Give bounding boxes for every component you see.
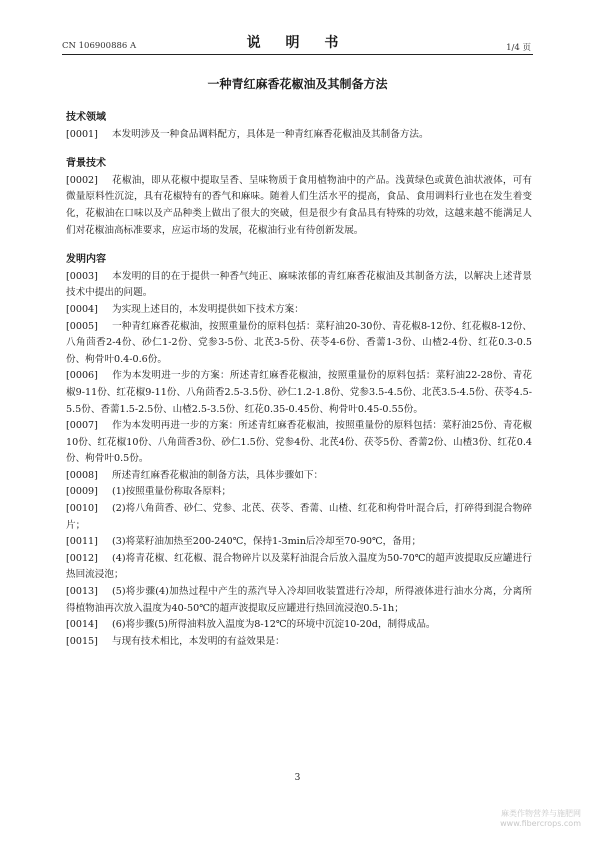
paragraph [66,468,532,485]
paragraph-number: [0015] [66,635,98,647]
watermark [500,808,581,828]
watermark-line2: www.fibercrops.com [500,819,581,828]
paragraph [66,173,532,239]
paragraph [66,634,532,651]
paragraph-text: 本发明的目的在于提供一种香气纯正、麻味浓郁的青红麻香花椒油及其制备方法，以解决上述背景技术中提出的问题。 [66,270,532,299]
paragraph-number: [0006] [66,370,98,382]
paragraph-number: [0008] [66,469,98,481]
paragraph-number: [0012] [66,552,98,564]
watermark-line1: 麻类作物营养与施肥网 [501,809,581,818]
paragraph-text: 花椒油，即从花椒中提取呈香、呈味物质于食用植物油中的产品。浅黄绿色或黄色油状液体，可有微量原料性沉淀，具有花椒特有的香气和麻味。随着人们生活水平的提高，食品、食用调料行业也在发生着变化，花椒油在口味以及产品种类上做出了很大的突破，但是很少有食品具有特殊的功效，这越来越不能满足人们对花椒油高标准要求，应运市场的发展，花椒油行业有待创新发展。 [66,174,532,236]
paragraph [66,418,532,468]
paragraph-number: [0005] [66,320,98,332]
header-pub-number: CN 106900886 A [62,41,137,51]
paragraph-number: [0004] [66,303,98,315]
paragraph [66,269,532,302]
paragraph [66,302,532,319]
section-heading: 发明内容 [66,254,106,266]
page-number: 3 [294,773,301,783]
paragraph-text: (6)将步骤(5)所得油料放入温度为8-12℃的环境中沉淀10-20d，制得成品。 [112,619,436,631]
paragraph-text: 一种青红麻香花椒油，按照重量份的原料包括：菜籽油20-30份、青花椒8-12份、红花椒8-12份、八角茴香2-4份、砂仁1-2份、党参3-5份、北芪3-5份、茯苓4-6份、香薷1-3份、山楂2-4份、红花0.3-0.5份、枸骨叶0.4-0.6份。 [66,320,532,365]
header-page-info: 1/4 页 [506,43,531,53]
paragraph [66,484,532,501]
paragraph-number: [0014] [66,619,98,631]
paragraph [66,617,532,634]
header-rule [62,54,533,55]
paragraph-text: (1)按照重量份称取各原料； [112,486,232,498]
paragraph [66,368,532,418]
paragraph-text: (2)将八角茴香、砂仁、党参、北芪、茯苓、香薷、山楂、红花和枸骨叶混合后，打碎得到混合物碎片； [66,503,532,531]
paragraph [66,534,532,551]
paragraph [66,319,532,369]
paragraph [66,127,532,144]
document-title: 一种青红麻香花椒油及其制备方法 [207,77,388,91]
section-heading: 背景技术 [66,158,106,170]
paragraph-text: 与现有技术相比，本发明的有益效果是： [112,635,285,647]
paragraph-number: [0011] [66,536,98,548]
paragraph-number: [0007] [66,420,98,432]
paragraph-number: [0001] [66,128,98,140]
paragraph-number: [0013] [66,586,98,598]
paragraph-text: 为实现上述目的，本发明提供如下技术方案： [112,303,304,315]
paragraph-number: [0002] [66,174,98,186]
paragraph-text: (3)将菜籽油加热至200-240℃，保持1-3min后冷却至70-90℃，备用； [112,536,422,548]
paragraph-text: 本发明涉及一种食品调料配方，具体是一种青红麻香花椒油及其制备方法。 [112,128,429,140]
paragraph-text: 作为本发明再进一步的方案：所述青红麻香花椒油，按照重量份的原料包括：菜籽油25份、青花椒10份、红花椒10份、八角茴香3份、砂仁1.5份、党参4份、北芪4份、茯苓5份、香薷2份、山楂3份、红花0.4份、枸骨叶0.5份。 [66,420,532,465]
paragraph-number: [0009] [66,486,98,498]
document-body [66,110,532,650]
paragraph-number: [0003] [66,270,98,282]
section-heading: 技术领域 [66,112,106,123]
header-doc-type: 说 明 书 [246,35,349,51]
paragraph-number: [0010] [66,503,98,515]
paragraph [66,584,532,617]
paragraph-text: 所述青红麻香花椒油的制备方法，具体步骤如下： [112,469,324,481]
paragraph-text: 作为本发明进一步的方案：所述青红麻香花椒油，按照重量份的原料包括：菜籽油22-28份、青花椒9-11份、红花椒9-11份、八角茴香2.5-3.5份、砂仁1.2-1.8份、党参3.5-4.5份、北芪3.5-4.5份、茯苓4.5-5.5份、香薷1.5-2.5份、山楂2.5-3.5份、红花0.35-0.45份、枸骨叶0.45-0.55份。 [66,370,532,415]
paragraph [66,501,532,534]
paragraph-text: (5)将步骤(4)加热过程中产生的蒸汽导入冷却回收装置进行冷却，所得液体进行油水分离，分离所得植物油再次放入温度为40-50℃的超声波提取反应罐进行热回流浸泡0.5-1h； [66,586,532,614]
paragraph [66,551,532,584]
paragraph-text: (4)将青花椒、红花椒、混合物碎片以及菜籽油混合后放入温度为50-70℃的超声波提取反应罐进行热回流浸泡； [66,552,532,581]
